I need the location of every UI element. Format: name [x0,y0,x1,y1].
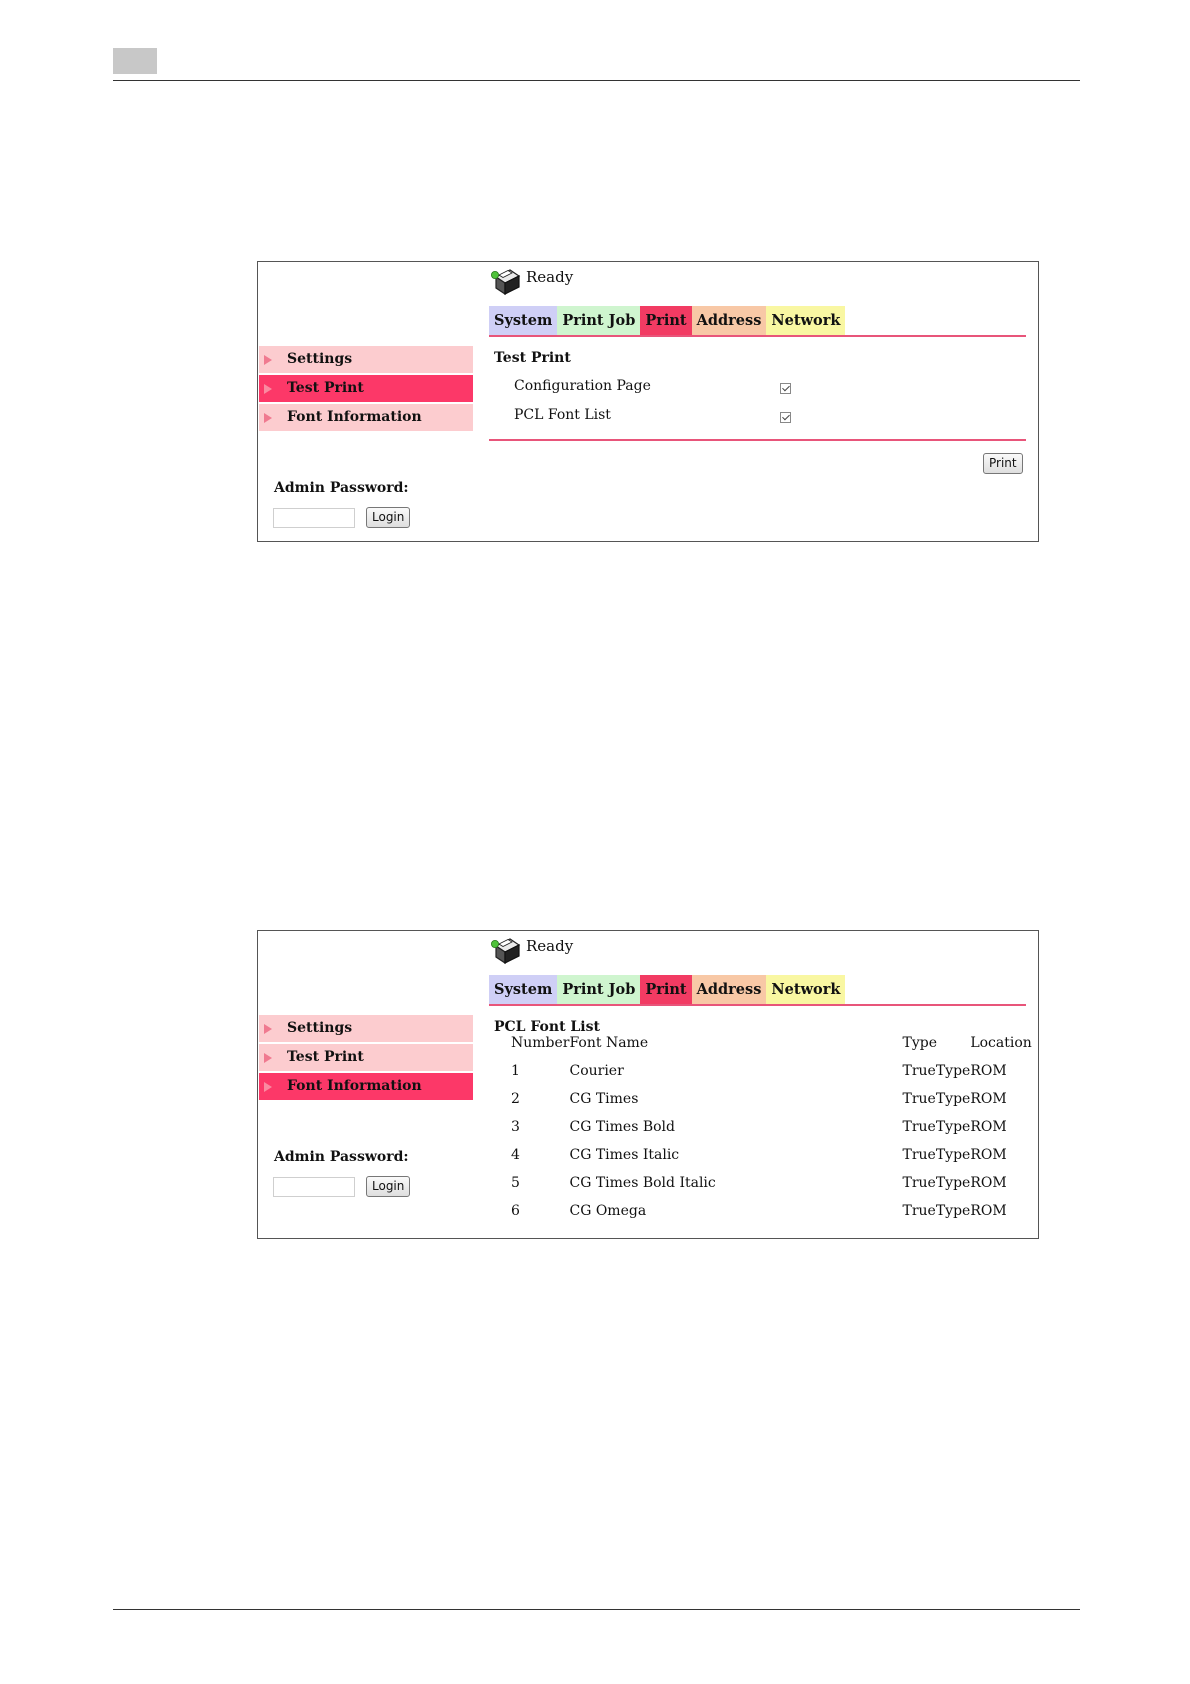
font-location: ROM [970,1119,1007,1135]
section-title: Test Print [494,350,571,366]
configuration-page-checkbox[interactable] [780,383,791,394]
section-title: PCL Font List [494,1019,600,1035]
font-type: TrueType [902,1147,971,1163]
sidebar-item-label: Settings [287,1020,353,1036]
tab-bar [489,975,845,1004]
font-number: 2 [511,1091,520,1107]
arrow-right-icon [264,1082,272,1092]
tab-system[interactable]: System [489,306,557,335]
tab-print-job[interactable]: Print Job [557,975,640,1004]
header-rule [113,80,1080,81]
arrow-right-icon [264,1024,272,1034]
font-number: 4 [511,1147,520,1163]
login-button[interactable]: Login [366,1176,410,1197]
font-number: 3 [511,1119,520,1135]
table-row [511,1113,1032,1141]
font-number: 1 [511,1063,520,1079]
footer-rule [113,1609,1080,1610]
sidebar-item-test-print[interactable] [259,375,473,402]
tab-bar [489,306,845,335]
sidebar-item-label: Font Information [287,409,422,425]
table-row [511,1057,1032,1085]
sidebar-item-font-information[interactable] [259,404,473,431]
printer-status [490,935,573,969]
sidebar-item-font-information[interactable] [259,1073,473,1100]
sidebar-item-test-print[interactable] [259,1044,473,1071]
sidebar-item-label: Font Information [287,1078,422,1094]
font-name: CG Times [569,1091,639,1107]
tab-print[interactable]: Print [640,975,691,1004]
screenshot-test-print [257,261,1039,542]
column-header-type: Type [902,1035,937,1051]
printer-icon [490,266,522,298]
status-text: Ready [526,937,574,955]
screenshot-pcl-font-list [257,930,1039,1239]
pcl-font-list-checkbox[interactable] [780,412,791,423]
option-label-configuration-page: Configuration Page [514,378,651,394]
column-header-font-name: Font Name [569,1035,649,1051]
font-location: ROM [970,1203,1007,1219]
column-header-location: Location [970,1035,1032,1051]
content-divider [489,439,1026,441]
sidebar-item-settings[interactable] [259,1015,473,1042]
font-location: ROM [970,1091,1007,1107]
font-name: CG Times Bold Italic [569,1175,716,1191]
font-type: TrueType [902,1175,971,1191]
tab-network[interactable]: Network [766,975,845,1004]
printer-status [490,266,573,300]
tab-underline [489,335,1026,337]
font-type: TrueType [902,1119,971,1135]
font-name: CG Omega [569,1203,647,1219]
option-label-pcl-font-list: PCL Font List [514,407,611,423]
sidebar-item-label: Settings [287,351,353,367]
font-number: 6 [511,1203,520,1219]
table-header-row [511,1029,1032,1057]
column-header-number: Number [511,1035,570,1051]
table-row [511,1169,1032,1197]
tab-print-job[interactable]: Print Job [557,306,640,335]
font-name: CG Times Italic [569,1147,680,1163]
font-location: ROM [970,1175,1007,1191]
tab-system[interactable]: System [489,975,557,1004]
arrow-right-icon [264,413,272,423]
font-location: ROM [970,1063,1007,1079]
table-row [511,1141,1032,1169]
admin-password-label: Admin Password: [274,1149,409,1165]
sidebar-item-settings[interactable] [259,346,473,373]
sidebar-item-label: Test Print [287,1049,364,1065]
admin-password-input[interactable] [273,508,355,528]
tab-address[interactable]: Address [692,306,767,335]
font-number: 5 [511,1175,520,1191]
table-row [511,1085,1032,1113]
font-type: TrueType [902,1063,971,1079]
tab-underline [489,1004,1026,1006]
font-list-table [511,1029,1032,1225]
printer-icon [490,935,522,967]
login-button[interactable]: Login [366,507,410,528]
admin-password-label: Admin Password: [274,480,409,496]
tab-address[interactable]: Address [692,975,767,1004]
side-menu [259,346,473,433]
sidebar-item-label: Test Print [287,380,364,396]
arrow-right-icon [264,355,272,365]
admin-password-input[interactable] [273,1177,355,1197]
page-number-marker [113,48,157,74]
font-type: TrueType [902,1203,971,1219]
arrow-right-icon [264,1053,272,1063]
side-menu [259,1015,473,1102]
font-location: ROM [970,1147,1007,1163]
font-type: TrueType [902,1091,971,1107]
tab-network[interactable]: Network [766,306,845,335]
arrow-right-icon [264,384,272,394]
font-name: Courier [569,1063,624,1079]
status-text: Ready [526,268,574,286]
tab-print[interactable]: Print [640,306,691,335]
font-name: CG Times Bold [569,1119,675,1135]
print-button[interactable]: Print [983,453,1023,474]
table-row [511,1197,1032,1225]
